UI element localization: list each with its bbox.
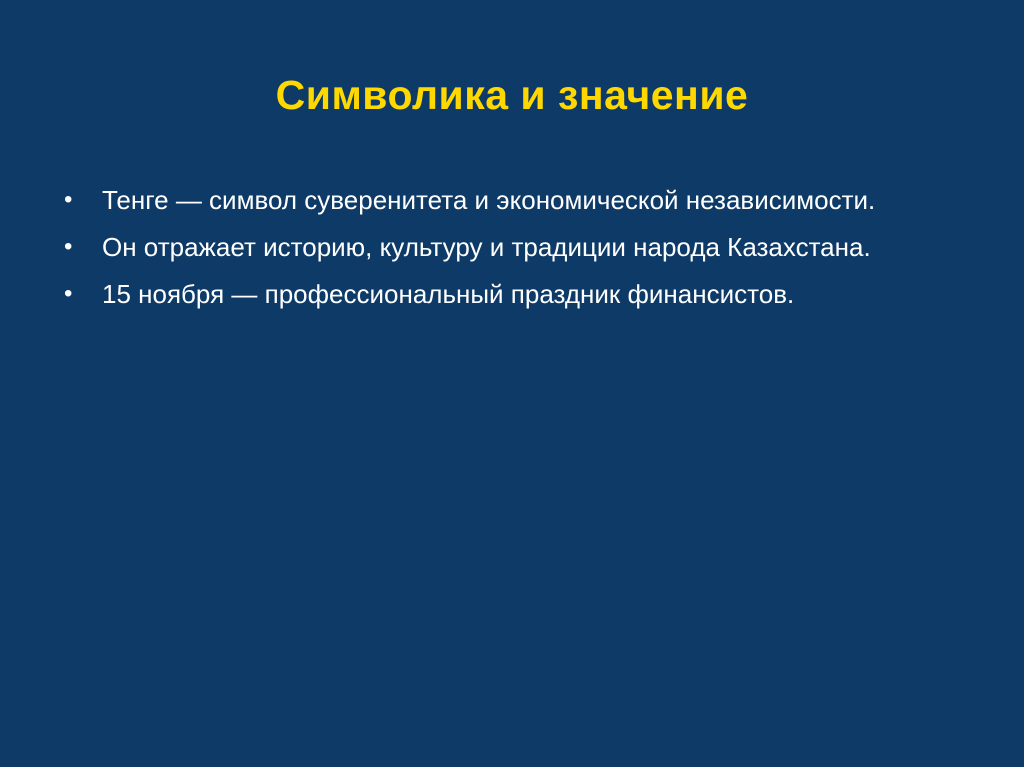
bullet-point-icon: • (64, 233, 73, 260)
bullet-list (58, 183, 978, 324)
list-item (58, 183, 978, 217)
list-item (58, 277, 978, 311)
bullet-point-icon: • (64, 280, 73, 307)
bullet-point-icon: • (64, 186, 73, 213)
bullet-text: Тенге — символ суверенитета и экономической независимости. (102, 185, 876, 215)
bullet-text: 15 ноября — профессиональный праздник финансистов. (102, 279, 795, 309)
bullet-text: Он отражает историю, культуру и традиции народа Казахстана. (102, 232, 871, 262)
slide-title: Символика и значение (275, 72, 749, 118)
list-item (58, 230, 978, 264)
